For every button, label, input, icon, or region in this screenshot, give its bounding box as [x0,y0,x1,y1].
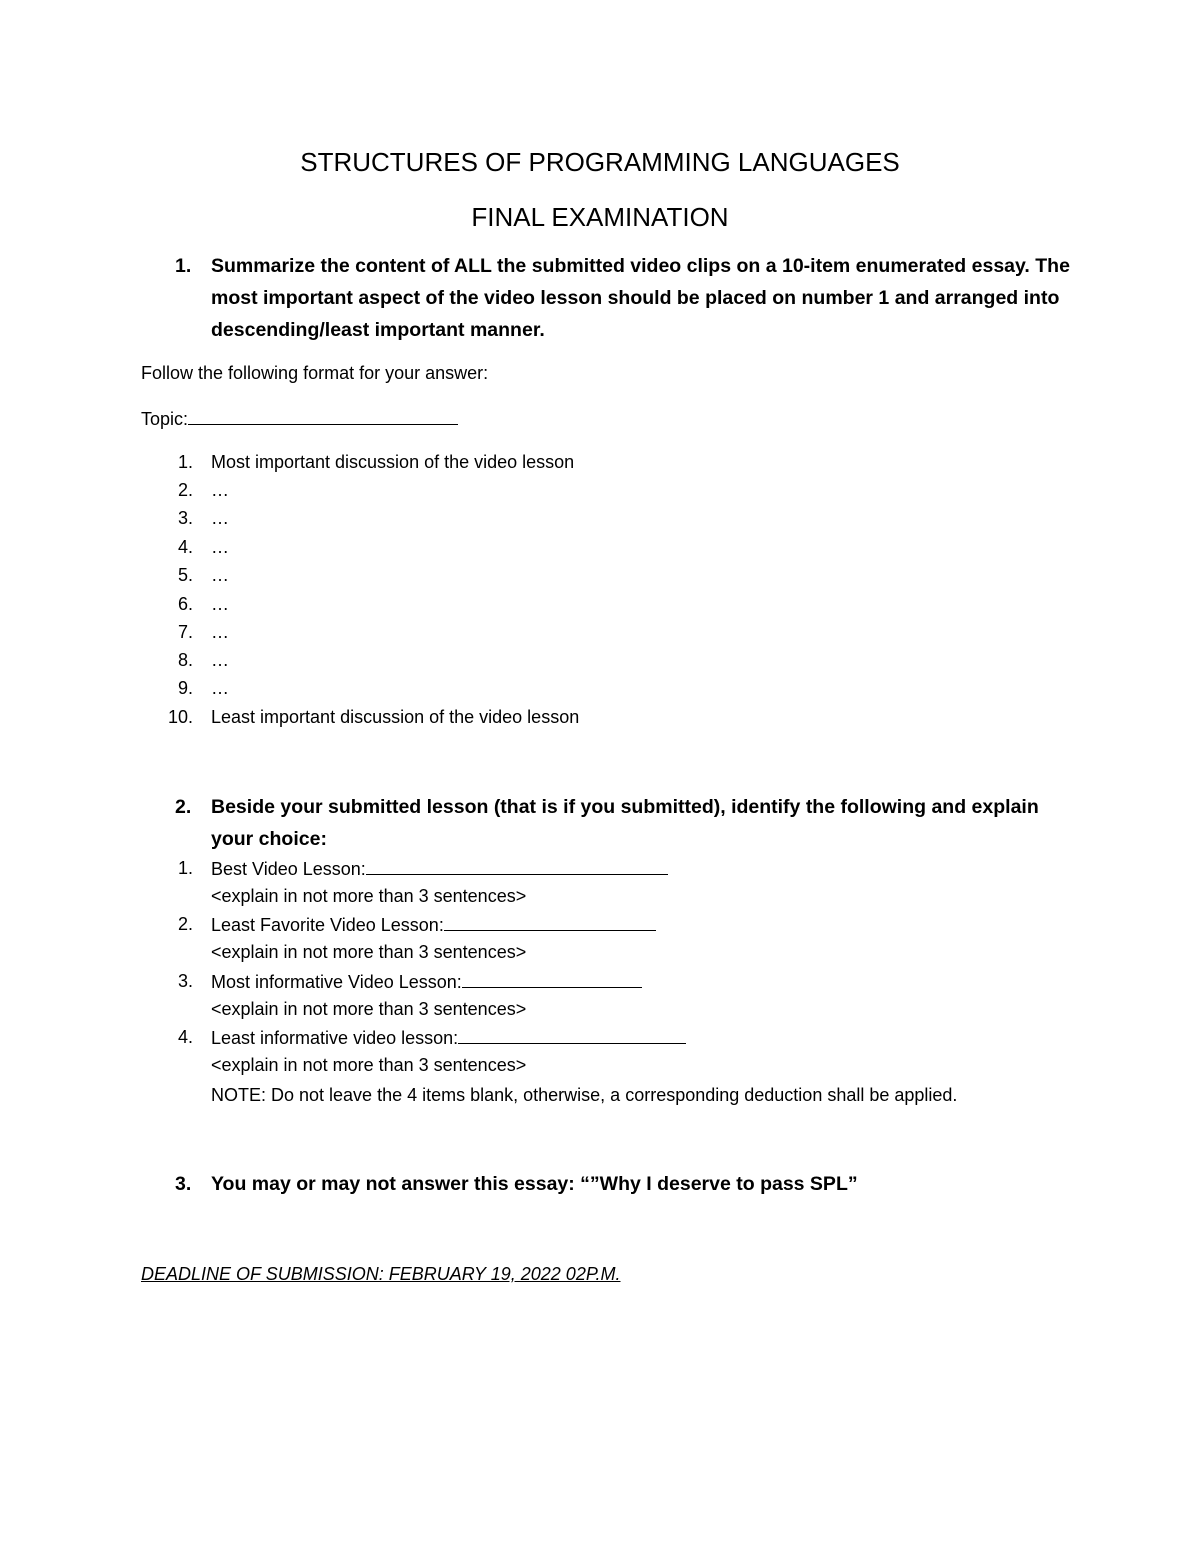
answer-blank-line [462,969,642,988]
list-item-number: 1. [177,452,193,472]
list-item-text: … [211,622,229,642]
topic-field [141,406,458,431]
explain-instruction: <explain in not more than 3 sentences> [211,886,527,906]
explain-instruction: <explain in not more than 3 sentences> [211,942,527,962]
list-item-number: 2. [177,480,193,500]
list-item-number: 9. [177,678,193,698]
question-1-number: 1. [175,255,192,277]
answer-field [211,1025,686,1050]
list-item-number: 3. [177,508,193,528]
answer-label: Most informative Video Lesson: [211,972,462,992]
answer-blank-line [458,1025,686,1044]
document-subtitle: FINAL EXAMINATION [471,202,729,232]
list-item-text: … [211,650,229,670]
format-instruction: Follow the following format for your answer: [141,363,489,383]
topic-blank-line [188,406,458,425]
document-title: STRUCTURES OF PROGRAMMING LANGUAGES [300,147,900,177]
answer-field [211,969,642,994]
list-item-number: 2. [177,914,193,934]
list-item-text: Most important discussion of the video lesson [211,452,575,472]
list-item-number: 1. [177,858,193,878]
answer-label: Least Favorite Video Lesson: [211,915,444,935]
question-3-text: You may or may not answer this essay: “”Why I deserve to pass SPL” [211,1173,858,1195]
list-item-text: … [211,480,229,500]
question-2-number: 2. [175,796,192,818]
answer-label: Least informative video lesson: [211,1028,459,1048]
list-item-text: … [211,594,229,614]
answer-label: Best Video Lesson: [211,859,366,879]
list-item-number: 4. [177,537,193,557]
list-item-number: 3. [177,971,193,991]
list-item-number: 6. [177,594,193,614]
list-item-number: 8. [177,650,193,670]
question-2-text: Beside your submitted lesson (that is if you submitted), identify the following and explain your choice: [211,796,1039,850]
answer-field [211,856,668,881]
list-item-number: 4. [177,1027,193,1047]
explain-instruction: <explain in not more than 3 sentences> [211,1055,527,1075]
topic-label: Topic: [141,409,189,429]
list-item-number: 10. [167,707,193,727]
explain-instruction: <explain in not more than 3 sentences> [211,999,527,1019]
list-item-number: 7. [177,622,193,642]
answer-blank-line [444,912,656,931]
list-item-text: … [211,508,229,528]
deduction-note: NOTE: Do not leave the 4 items blank, otherwise, a corresponding deduction shall be applied. [211,1085,958,1105]
answer-blank-line [366,856,668,875]
list-item-text: … [211,678,229,698]
submission-deadline: DEADLINE OF SUBMISSION: FEBRUARY 19, 2022 02P.M. [141,1264,621,1284]
list-item-text: Least important discussion of the video lesson [211,707,580,727]
answer-field [211,912,656,937]
question-3-number: 3. [175,1173,192,1195]
question-1-text: Summarize the content of ALL the submitted video clips on a 10-item enumerated essay. The most important aspect of the video lesson should be placed on number 1 and arranged into descending/least important manner. [211,255,1070,341]
list-item-number: 5. [177,565,193,585]
list-item-text: … [211,537,229,557]
list-item-text: … [211,565,229,585]
